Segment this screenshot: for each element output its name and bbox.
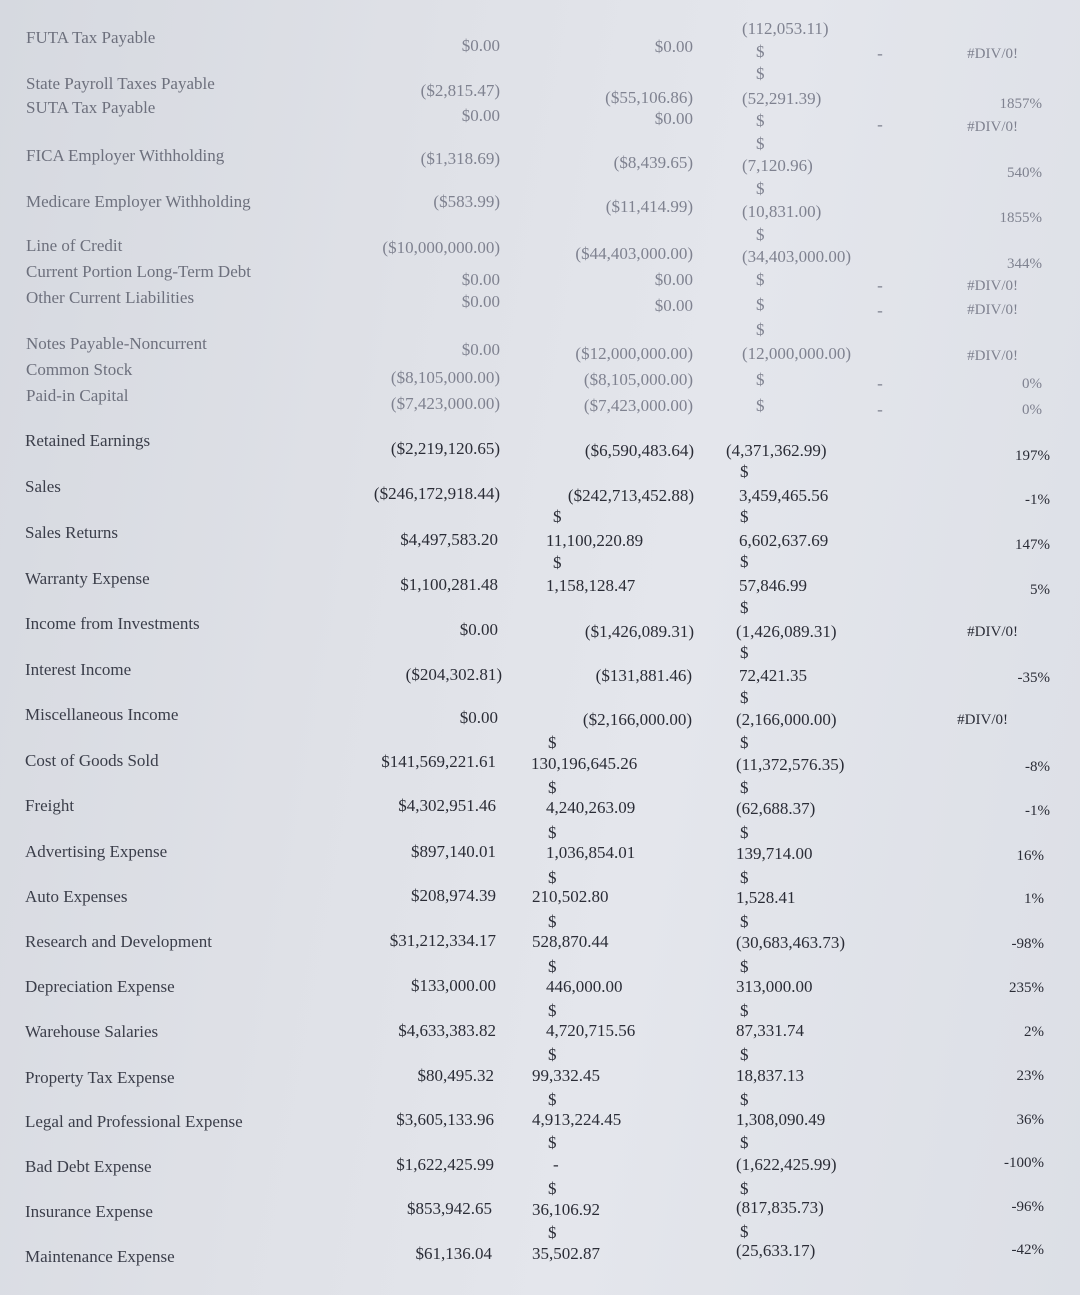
col2-value: - bbox=[553, 1155, 559, 1174]
col2-value: $0.00 bbox=[654, 37, 693, 56]
col1-value: $0.00 bbox=[461, 106, 500, 125]
pct-change: -42% bbox=[1011, 1242, 1044, 1258]
col2-value: ($1,426,089.31) bbox=[584, 622, 694, 641]
col3-value: (12,000,000.00) bbox=[742, 344, 852, 363]
pct-change: -1% bbox=[1025, 492, 1050, 508]
pct-change: 344% bbox=[1007, 256, 1042, 272]
dollar-sign: $ bbox=[740, 643, 749, 662]
row-label: Interest Income bbox=[25, 660, 132, 679]
dollar-sign: $ bbox=[740, 688, 749, 707]
col1-value: $208,974.39 bbox=[411, 886, 496, 905]
col2-value: 1,158,128.47 bbox=[546, 576, 636, 595]
col2-value: ($55,106.86) bbox=[605, 88, 693, 107]
pct-change: 1855% bbox=[999, 210, 1042, 226]
row-label: Research and Development bbox=[25, 932, 212, 951]
col1-value: $0.00 bbox=[461, 340, 500, 359]
pct-change: #DIV/0! bbox=[957, 712, 1008, 728]
col3-value: 3,459,465.56 bbox=[739, 486, 829, 505]
col3-value: 313,000.00 bbox=[736, 977, 813, 996]
col2-value: $0.00 bbox=[654, 296, 693, 315]
col3-value: (4,371,362.99) bbox=[726, 441, 827, 460]
row-label: SUTA Tax Payable bbox=[26, 98, 156, 117]
dollar-sign: $ bbox=[548, 868, 557, 887]
col3-value: 18,837.13 bbox=[736, 1066, 804, 1085]
col2-value: ($7,423,000.00) bbox=[583, 396, 693, 415]
col2-value: 36,106.92 bbox=[532, 1200, 600, 1219]
col1-value: ($583.99) bbox=[433, 192, 500, 211]
row-label: Auto Expenses bbox=[25, 887, 128, 906]
col3-value: (52,291.39) bbox=[742, 89, 822, 108]
col3-value: 57,846.99 bbox=[739, 576, 807, 595]
pct-change: 0% bbox=[1022, 402, 1042, 418]
col3-value: (30,683,463.73) bbox=[736, 933, 846, 952]
col3-value: 6,602,637.69 bbox=[739, 531, 829, 550]
col3-value: (112,053.11) bbox=[742, 19, 829, 38]
dollar-sign: $ bbox=[756, 64, 765, 83]
dollar-sign: $ bbox=[548, 1133, 557, 1152]
dollar-sign: $ bbox=[548, 823, 557, 842]
row-label: Cost of Goods Sold bbox=[25, 751, 159, 770]
row-label: Common Stock bbox=[26, 360, 133, 379]
col2-value: 446,000.00 bbox=[546, 977, 623, 996]
col2-value: $0.00 bbox=[654, 270, 693, 289]
row-label: Advertising Expense bbox=[25, 842, 168, 861]
row-label: Notes Payable-Noncurrent bbox=[26, 334, 207, 353]
col2-value: 11,100,220.89 bbox=[546, 531, 644, 550]
col1-value: ($204,302.81) bbox=[405, 665, 502, 684]
col3-value: (817,835.73) bbox=[736, 1198, 824, 1217]
row-label: Sales Returns bbox=[25, 523, 119, 542]
row-label: Current Portion Long-Term Debt bbox=[26, 262, 251, 281]
col1-value: $0.00 bbox=[459, 620, 498, 639]
pct-change: -96% bbox=[1011, 1199, 1044, 1215]
dollar-sign: $ bbox=[740, 1222, 749, 1241]
dash: - bbox=[877, 374, 883, 393]
dollar-sign: $ bbox=[756, 179, 765, 198]
pct-change: 147% bbox=[1015, 537, 1050, 553]
dash: - bbox=[877, 276, 883, 295]
row-label: Insurance Expense bbox=[25, 1202, 153, 1221]
col2-value: $0.00 bbox=[654, 109, 693, 128]
col1-value: $897,140.01 bbox=[411, 842, 496, 861]
row-label: Warehouse Salaries bbox=[25, 1022, 159, 1041]
col1-value: ($1,318.69) bbox=[420, 149, 500, 168]
dollar-sign: $ bbox=[756, 225, 765, 244]
pct-change: 1% bbox=[1024, 891, 1044, 907]
col2-value: ($11,414.99) bbox=[605, 197, 693, 216]
col1-value: $1,622,425.99 bbox=[396, 1155, 494, 1174]
row-label: Line of Credit bbox=[26, 236, 123, 255]
col3-value: (2,166,000.00) bbox=[736, 710, 837, 729]
dollar-sign: $ bbox=[548, 1001, 557, 1020]
dollar-sign: $ bbox=[756, 270, 765, 289]
col1-value: $80,495.32 bbox=[417, 1066, 494, 1085]
col1-value: ($2,219,120.65) bbox=[390, 439, 500, 458]
dollar-sign: $ bbox=[756, 134, 765, 153]
pct-change: 1857% bbox=[999, 96, 1042, 112]
pct-change: #DIV/0! bbox=[967, 348, 1018, 364]
col1-value: ($7,423,000.00) bbox=[390, 394, 500, 413]
col2-value: ($6,590,483.64) bbox=[584, 441, 694, 460]
pct-change: 5% bbox=[1030, 582, 1050, 598]
pct-change: 235% bbox=[1009, 980, 1044, 996]
col3-value: 87,331.74 bbox=[736, 1021, 804, 1040]
col1-value: $133,000.00 bbox=[411, 976, 496, 995]
row-label: Retained Earnings bbox=[25, 431, 151, 450]
col1-value: $4,633,383.82 bbox=[398, 1021, 496, 1040]
pct-change: #DIV/0! bbox=[967, 119, 1018, 135]
row-label: Depreciation Expense bbox=[25, 977, 175, 996]
col1-value: ($2,815.47) bbox=[420, 81, 500, 100]
dollar-sign: $ bbox=[740, 868, 749, 887]
col1-value: ($8,105,000.00) bbox=[390, 368, 500, 387]
row-label: Medicare Employer Withholding bbox=[26, 192, 251, 211]
col1-value: ($10,000,000.00) bbox=[382, 238, 500, 257]
pct-change: -1% bbox=[1025, 803, 1050, 819]
dollar-sign: $ bbox=[756, 320, 765, 339]
dollar-sign: $ bbox=[548, 912, 557, 931]
pct-change: #DIV/0! bbox=[967, 278, 1018, 294]
col2-value: 99,332.45 bbox=[532, 1066, 600, 1085]
pct-change: -35% bbox=[1017, 670, 1050, 686]
dollar-sign: $ bbox=[553, 553, 562, 572]
col3-value: 72,421.35 bbox=[739, 666, 807, 685]
row-label: State Payroll Taxes Payable bbox=[26, 74, 215, 93]
dollar-sign: $ bbox=[740, 957, 749, 976]
col2-value: 130,196,645.26 bbox=[531, 754, 638, 773]
col3-value: 1,528.41 bbox=[736, 888, 796, 907]
col2-value: ($2,166,000.00) bbox=[582, 710, 692, 729]
dollar-sign: $ bbox=[548, 957, 557, 976]
dollar-sign: $ bbox=[548, 1223, 557, 1242]
col2-value: ($242,713,452.88) bbox=[567, 486, 694, 505]
col2-value: 210,502.80 bbox=[532, 887, 609, 906]
dollar-sign: $ bbox=[756, 370, 765, 389]
row-label: Warranty Expense bbox=[25, 569, 150, 588]
col1-value: $1,100,281.48 bbox=[400, 575, 498, 594]
dollar-sign: $ bbox=[740, 552, 749, 571]
col3-value: (34,403,000.00) bbox=[742, 247, 852, 266]
dollar-sign: $ bbox=[553, 507, 562, 526]
pct-change: -8% bbox=[1025, 759, 1050, 775]
col1-value: $0.00 bbox=[461, 36, 500, 55]
dash: - bbox=[877, 115, 883, 134]
row-label: Sales bbox=[25, 477, 61, 496]
dollar-sign: $ bbox=[740, 1090, 749, 1109]
pct-change: #DIV/0! bbox=[967, 302, 1018, 318]
col3-value: (7,120.96) bbox=[742, 156, 813, 175]
pct-change: 0% bbox=[1022, 376, 1042, 392]
col1-value: $141,569,221.61 bbox=[381, 752, 496, 771]
row-label: Property Tax Expense bbox=[25, 1068, 175, 1087]
col2-value: 4,913,224.45 bbox=[532, 1110, 622, 1129]
dollar-sign: $ bbox=[740, 1001, 749, 1020]
col3-value: (25,633.17) bbox=[736, 1241, 816, 1260]
dollar-sign: $ bbox=[548, 1045, 557, 1064]
col1-value: $61,136.04 bbox=[415, 1244, 492, 1263]
col2-value: 4,240,263.09 bbox=[546, 798, 636, 817]
row-label: Income from Investments bbox=[25, 614, 200, 633]
pct-change: 16% bbox=[1016, 848, 1044, 864]
dollar-sign: $ bbox=[548, 1090, 557, 1109]
col1-value: $31,212,334.17 bbox=[389, 931, 496, 950]
dollar-sign: $ bbox=[548, 778, 557, 797]
col1-value: $3,605,133.96 bbox=[396, 1110, 494, 1129]
col2-value: ($12,000,000.00) bbox=[575, 344, 693, 363]
col3-value: (11,372,576.35) bbox=[736, 755, 845, 774]
col2-value: 4,720,715.56 bbox=[546, 1021, 636, 1040]
row-label: Legal and Professional Expense bbox=[25, 1112, 243, 1131]
dollar-sign: $ bbox=[548, 733, 557, 752]
pct-change: #DIV/0! bbox=[967, 624, 1018, 640]
col2-value: 1,036,854.01 bbox=[546, 843, 636, 862]
row-label: FICA Employer Withholding bbox=[26, 146, 225, 165]
col1-value: $4,497,583.20 bbox=[400, 530, 498, 549]
pct-change: 36% bbox=[1016, 1112, 1044, 1128]
pct-change: 197% bbox=[1015, 448, 1050, 464]
pct-change: #DIV/0! bbox=[967, 46, 1018, 62]
dollar-sign: $ bbox=[740, 912, 749, 931]
dollar-sign: $ bbox=[740, 1179, 749, 1198]
pct-change: -100% bbox=[1004, 1155, 1044, 1171]
col2-value: ($8,439.65) bbox=[613, 153, 693, 172]
dollar-sign: $ bbox=[740, 598, 749, 617]
row-label: FUTA Tax Payable bbox=[26, 28, 156, 47]
dollar-sign: $ bbox=[548, 1179, 557, 1198]
dollar-sign: $ bbox=[740, 778, 749, 797]
pct-change: 540% bbox=[1007, 165, 1042, 181]
dollar-sign: $ bbox=[740, 507, 749, 526]
pct-change: -98% bbox=[1011, 936, 1044, 952]
dollar-sign: $ bbox=[756, 42, 765, 61]
col2-value: ($131,881.46) bbox=[595, 666, 692, 685]
col3-value: 139,714.00 bbox=[736, 844, 813, 863]
dollar-sign: $ bbox=[740, 462, 749, 481]
dash: - bbox=[877, 44, 883, 63]
col3-value: 1,308,090.49 bbox=[736, 1110, 826, 1129]
col1-value: $0.00 bbox=[461, 292, 500, 311]
pct-change: 23% bbox=[1016, 1068, 1044, 1084]
col2-value: 35,502.87 bbox=[532, 1244, 600, 1263]
dollar-sign: $ bbox=[740, 1045, 749, 1064]
row-label: Bad Debt Expense bbox=[25, 1157, 152, 1176]
col1-value: $853,942.65 bbox=[407, 1199, 492, 1218]
col1-value: $4,302,951.46 bbox=[398, 796, 496, 815]
col3-value: (10,831.00) bbox=[742, 202, 822, 221]
col2-value: ($44,403,000.00) bbox=[575, 244, 693, 263]
col3-value: (1,426,089.31) bbox=[736, 622, 837, 641]
col2-value: ($8,105,000.00) bbox=[583, 370, 693, 389]
row-label: Maintenance Expense bbox=[25, 1247, 175, 1266]
row-label: Paid-in Capital bbox=[26, 386, 129, 405]
dollar-sign: $ bbox=[740, 733, 749, 752]
col1-value: $0.00 bbox=[461, 270, 500, 289]
dollar-sign: $ bbox=[756, 396, 765, 415]
dollar-sign: $ bbox=[756, 111, 765, 130]
dash: - bbox=[877, 301, 883, 320]
dash: - bbox=[877, 400, 883, 419]
dollar-sign: $ bbox=[740, 823, 749, 842]
col3-value: (62,688.37) bbox=[736, 799, 816, 818]
col2-value: 528,870.44 bbox=[532, 932, 609, 951]
row-label: Other Current Liabilities bbox=[26, 288, 195, 307]
col1-value: $0.00 bbox=[459, 708, 498, 727]
col1-value: ($246,172,918.44) bbox=[373, 484, 500, 503]
row-label: Freight bbox=[25, 796, 75, 815]
dollar-sign: $ bbox=[756, 295, 765, 314]
col3-value: (1,622,425.99) bbox=[736, 1155, 837, 1174]
row-label: Miscellaneous Income bbox=[25, 705, 179, 724]
dollar-sign: $ bbox=[740, 1133, 749, 1152]
pct-change: 2% bbox=[1024, 1024, 1044, 1040]
